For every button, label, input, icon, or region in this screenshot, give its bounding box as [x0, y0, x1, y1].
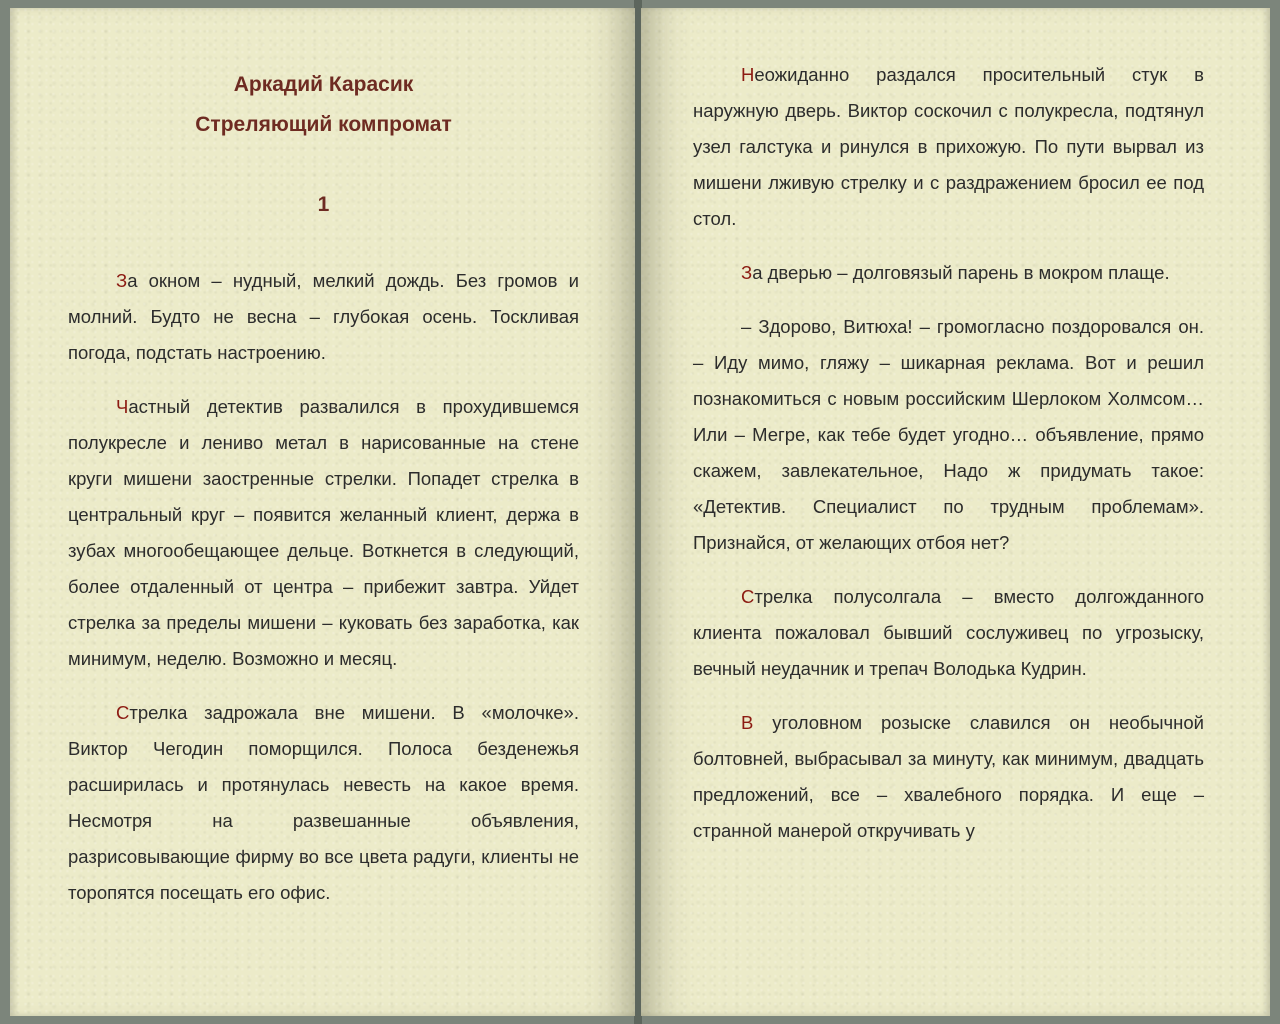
left-page	[10, 8, 635, 1016]
left-page-text	[68, 8, 579, 929]
paragraph-text: трелка полусолгала – вместо долгожданного клиента пожаловал бывший сослуживец по угрозыску, вечный неудачник и трепач Володька Кудрин.	[693, 586, 1204, 679]
drop-initial: В	[741, 712, 754, 733]
drop-initial: Ч	[116, 396, 129, 417]
paragraph-text: – Здорово, Витюха! – громогласно поздоровался он. – Иду мимо, гляжу – шикарная реклама. Вот и решил познакомиться с новым российским Шерлоком Холмсом… Или – Мегре, как тебе будет угодно… объявление, прямо скажем, завлекательное, Надо ж придумать такое: «Детектив. Специалист по трудным проблемам». Признайся, от желающих отбоя нет?	[693, 316, 1204, 553]
drop-initial: С	[116, 702, 130, 723]
paragraph	[68, 263, 579, 371]
paragraph	[693, 255, 1204, 291]
paragraph	[693, 309, 1204, 561]
paragraph	[693, 57, 1204, 237]
book-title: Стреляющий компромат	[195, 113, 452, 136]
paragraph-text: трелка задрожала вне мишени. В «молочке». Виктор Чегодин поморщился. Полоса безденежья расширилась и протянулась невесть на какое время. Несмотря на развешанные объявления, разрисовывающие фирму во все цвета радуги, клиенты не торопятся посещать его офис.	[68, 702, 579, 903]
right-page-text	[693, 8, 1204, 867]
drop-initial: З	[741, 262, 753, 283]
paragraph	[68, 389, 579, 677]
paragraph-text: уголовном розыске славился он необычной болтовней, выбрасывал за минуту, как минимум, двадцать предложений, все – хвалебного порядка. И еще – странной манерой откручивать у	[693, 712, 1204, 841]
right-page	[641, 8, 1270, 1016]
paragraph	[693, 705, 1204, 849]
paragraph-text: астный детектив развалился в прохудившемся полукресле и лениво метал в нарисованные на стене круги мишени заостренные стрелки. Попадет стрелка в центральный круг – появится желанный клиент, держа в зубах многообещающее дельце. Воткнется в следующий, более отдаленный от центра – прибежит завтра. Уйдет стрелка за пределы мишени – куковать без заработка, как минимум, неделю. Возможно и месяц.	[68, 396, 579, 669]
paragraph-text: а окном – нудный, мелкий дождь. Без громов и молний. Будто не весна – глубокая осень. Тоскливая погода, подстать настроению.	[68, 270, 579, 363]
paragraph-text: еожиданно раздался просительный стук в наружную дверь. Виктор соскочил с полукресла, подтянул узел галстука и ринулся в прихожую. По пути вырвал из мишени лживую стрелку и с раздражением бросил ее под стол.	[693, 64, 1204, 229]
paragraph	[693, 579, 1204, 687]
drop-initial: С	[741, 586, 755, 607]
author-name: Аркадий Карасик	[233, 73, 414, 96]
paragraph-text: а дверью – долговязый парень в мокром плаще.	[752, 262, 1170, 283]
paragraph	[68, 695, 579, 911]
drop-initial: З	[116, 270, 128, 291]
chapter-number: 1	[317, 193, 330, 216]
drop-initial: Н	[741, 64, 755, 85]
